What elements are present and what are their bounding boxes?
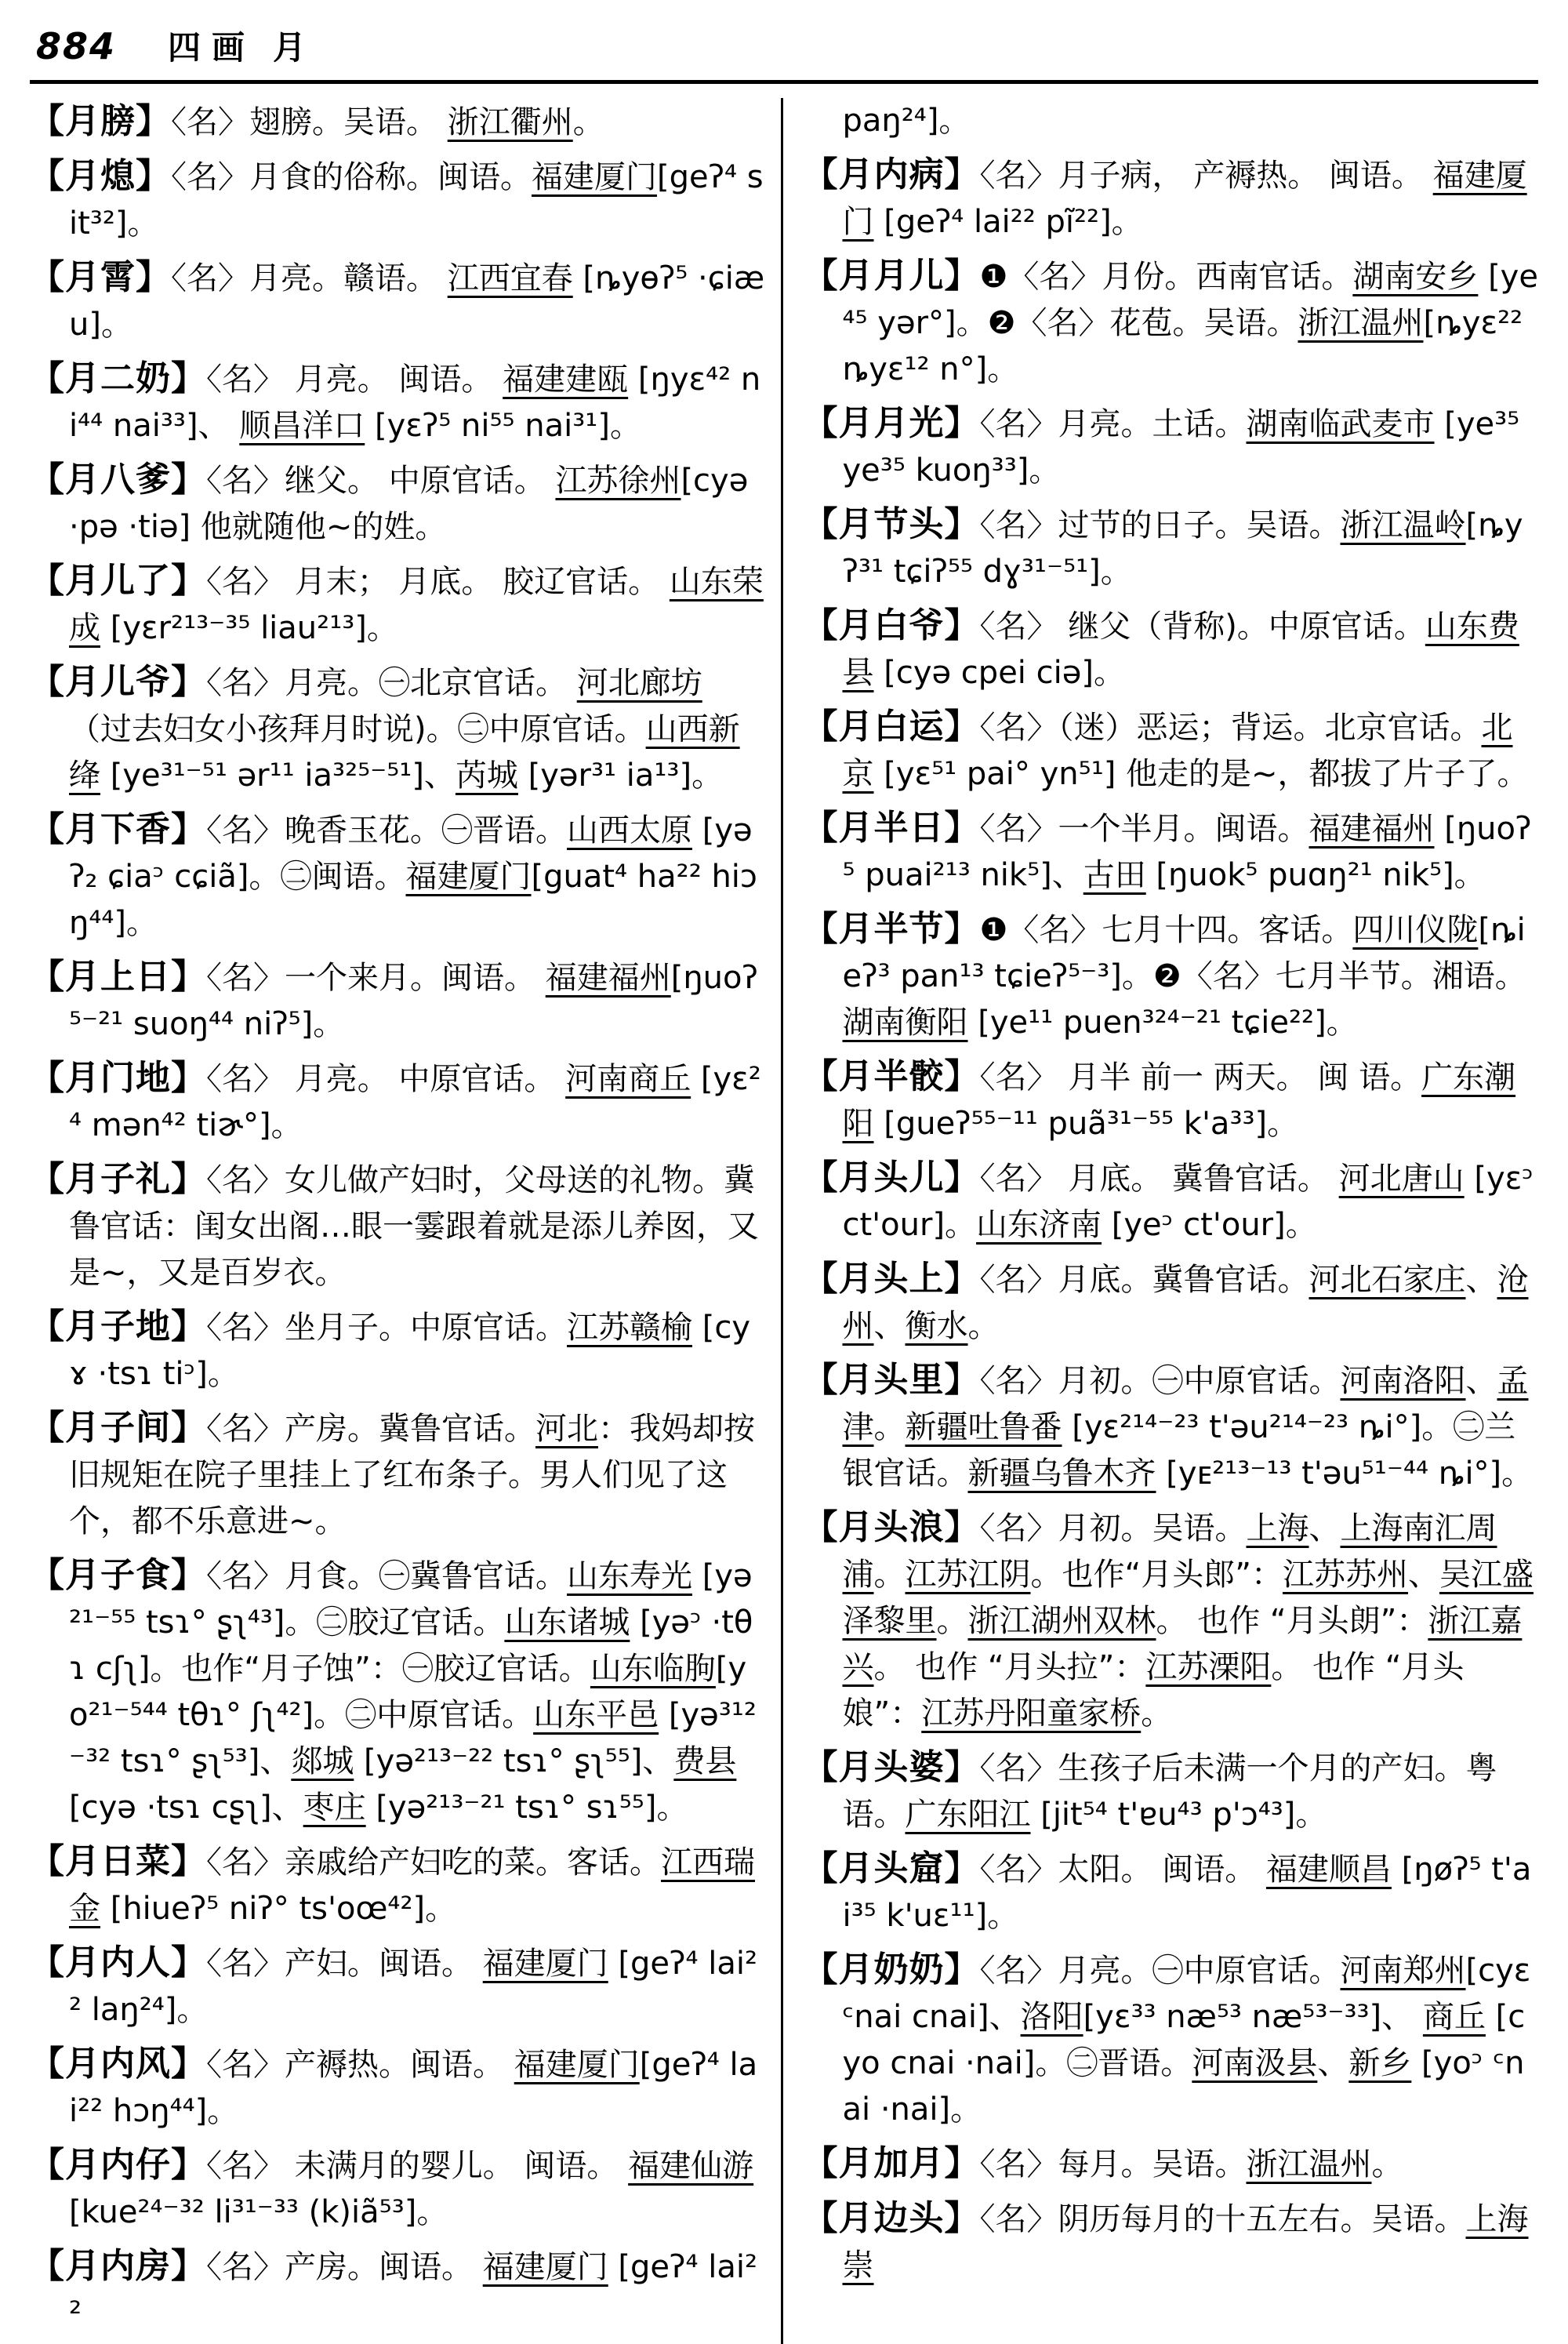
place-name: 山西新绛 xyxy=(69,711,740,794)
dictionary-entry xyxy=(804,151,1539,245)
place-name: 河北廊坊 xyxy=(576,665,702,701)
entry-text: [kue²⁴⁻³² li³¹⁻³³ (k)iã⁵³]。 xyxy=(69,2194,448,2230)
place-name: 福建建瓯 xyxy=(503,362,629,398)
dictionary-entry xyxy=(30,1405,765,1545)
dictionary-entry xyxy=(804,1845,1539,1939)
dictionary-entry xyxy=(804,602,1539,696)
entry-text: [yo²¹⁻⁵⁴⁴ tθɿ° ʃʅ⁴²]。㊁中原官话。 xyxy=(69,1651,747,1733)
place-name: 浙江衢州 xyxy=(447,104,573,140)
place-name: 沧州 xyxy=(842,1262,1529,1344)
place-name: 福建福州 xyxy=(545,960,671,996)
place-name: 新疆吐鲁番 xyxy=(905,1409,1062,1445)
stroke-section-label: 四画 xyxy=(168,28,256,67)
entry-headword: 【月边头】 xyxy=(803,2198,980,2238)
place-name: 浙江温岭 xyxy=(1340,507,1466,543)
entry-text: [ye³⁵ ye³⁵ kuoŋ³³]。 xyxy=(842,406,1520,489)
place-name: 福建厦门 xyxy=(532,159,657,195)
place-name: 四川仪陇 xyxy=(1352,912,1479,948)
entry-text: 〈名〉过节的日子。吴语。 xyxy=(979,507,1341,543)
entry-headword: 【月奶奶】 xyxy=(803,1950,980,1990)
entry-text: [yɛ³³ næ⁵³ næ⁵³⁻³³]、 xyxy=(1083,1999,1423,2035)
entry-text: 〈名〉 月亮。 中原官话。 xyxy=(206,1061,566,1097)
entry-text: [ye¹¹ puen³²⁴⁻²¹ tɕie²²]。 xyxy=(967,1005,1358,1041)
entry-text: [cyə ·tsɿ cʂʅ]、 xyxy=(69,1790,303,1826)
radical-label: 月 xyxy=(273,28,307,67)
entry-text: 〈名〉月亮。赣语。 xyxy=(171,260,448,296)
entry-text: 〈名〉月亮。㊀北京官话。 xyxy=(206,665,577,701)
entry-text: [cyo cnai ·nai]。㊁晋语。 xyxy=(842,1999,1526,2081)
entry-headword: 【月门地】 xyxy=(30,1058,206,1098)
entry-continuation xyxy=(804,98,1539,144)
place-name: 洛阳 xyxy=(1020,1999,1083,2035)
dictionary-entry xyxy=(30,456,765,551)
place-name: 古田 xyxy=(1083,857,1146,893)
place-name: 河北 xyxy=(535,1411,598,1447)
place-name: 江苏丹阳童家桥 xyxy=(921,1695,1142,1732)
dictionary-entry xyxy=(30,806,765,947)
place-name: 广东潮阳 xyxy=(842,1059,1516,1142)
page-header xyxy=(30,14,1538,69)
dictionary-entry xyxy=(30,2243,765,2337)
entry-text: [jit⁵⁴ t'ɐu⁴³ p'ɔ⁴³]。 xyxy=(1030,1797,1327,1833)
left-column xyxy=(30,98,781,2344)
entry-text: [yəᵓ ·tθɿ cʃʅ]。也作“月子蚀”：㊀胶辽官话。 xyxy=(69,1604,753,1687)
entry-text: [yeᵓ ct'our]。 xyxy=(1102,1207,1317,1243)
entry-headword: 【月半日】 xyxy=(803,808,980,848)
place-name: 福建厦门 xyxy=(405,859,532,895)
entry-text: [ŋyɛ⁴² ni⁴⁴ nai³³]、 xyxy=(69,362,761,444)
dictionary-entry xyxy=(30,254,765,348)
entry-text: [ye⁴⁵ yər°]。❷〈名〉花苞。吴语。 xyxy=(842,259,1538,341)
place-name: 江苏江阴 xyxy=(905,1557,1031,1593)
entry-text: [yoᵓ ᶜnai ·nai]。 xyxy=(842,2045,1525,2128)
dictionary-entry xyxy=(30,2142,765,2236)
entry-text: [geʔ⁴ sit³²]。 xyxy=(69,159,764,242)
entry-text: 〈名〉 未满月的婴儿。 闽语。 xyxy=(206,2148,629,2184)
two-column-layout xyxy=(30,98,1538,2344)
entry-headword: 【月加月】 xyxy=(803,2143,980,2183)
entry-text: 。 xyxy=(967,1308,1000,1344)
dictionary-entry xyxy=(30,1303,765,1397)
entry-text: [cyɤ ·tsɿ tiᵓ]。 xyxy=(69,1310,750,1392)
entry-headword: 【月子礼】 xyxy=(30,1159,206,1199)
entry-headword: 【月日菜】 xyxy=(30,1841,206,1881)
entry-text: 〈名〉（迷）恶运；背运。北京官话。 xyxy=(979,710,1482,746)
entry-text: 、 xyxy=(1465,1262,1497,1298)
entry-text: 〈名〉 月末； 月底。 胶辽官话。 xyxy=(206,564,670,600)
entry-text: 〈名〉 月底。 冀鲁官话。 xyxy=(979,1161,1339,1197)
place-name: 商丘 xyxy=(1422,1999,1486,2035)
entry-text: 。 也作 “月头朗”： xyxy=(1156,1603,1428,1639)
entry-text: 〈名〉月初。吴语。 xyxy=(979,1510,1247,1546)
place-name: 福建厦门 xyxy=(482,1946,608,1982)
entry-headword: 【月白运】 xyxy=(803,707,980,747)
entry-headword: 【月内房】 xyxy=(30,2246,206,2286)
entry-text: 〈名〉继父。 中原官话。 xyxy=(206,463,556,499)
place-name: 湖南衡阳 xyxy=(842,1005,968,1041)
dictionary-entry xyxy=(30,659,765,799)
entry-text: 、 xyxy=(1465,1363,1497,1399)
entry-text: 〈名〉产褥热。闽语。 xyxy=(206,2047,514,2083)
place-name: 郯城 xyxy=(291,1743,354,1779)
entry-text: [gueʔ⁵⁵⁻¹¹ puã³¹⁻⁵⁵ k'a³³]。 xyxy=(873,1106,1299,1142)
entry-text: [ȵieʔ³ pan¹³ tɕieʔ⁵⁻³]。❷〈名〉七月半节。湘语。 xyxy=(842,912,1526,994)
entry-text: 、 xyxy=(873,1308,906,1344)
dictionary-entry xyxy=(30,1939,765,2033)
place-name: 江苏徐州 xyxy=(555,463,681,499)
entry-text: [ŋuoʔ⁵⁻²¹ suoŋ⁴⁴ niʔ⁵]。 xyxy=(69,960,758,1042)
entry-headword: 【月儿爷】 xyxy=(30,662,206,702)
dictionary-entry xyxy=(30,558,765,652)
entry-headword: 【月儿了】 xyxy=(30,561,206,601)
dictionary-entry xyxy=(30,1838,765,1932)
dictionary-entry xyxy=(30,1552,765,1831)
entry-text: 〈名〉女儿做产妇时，父母送的礼物。冀鲁官话：闺女出阁…眼一霎跟着就是添儿养囡，又是~，又是百岁衣。 xyxy=(69,1162,759,1291)
place-name: 山东费县 xyxy=(842,609,1519,691)
entry-text: 〈名〉太阳。 闽语。 xyxy=(979,1852,1266,1888)
dictionary-entry xyxy=(30,1156,765,1296)
entry-text: 〈名〉一个来月。闽语。 xyxy=(206,960,546,996)
header-rule xyxy=(30,80,1538,84)
entry-text: [guat⁴ ha²² hiɔŋ⁴⁴]。 xyxy=(69,859,757,941)
entry-text: 。 xyxy=(1371,2146,1403,2182)
entry-text: [geʔ⁴ lai²² xyxy=(69,2249,757,2331)
entry-text: 〈名〉产房。冀鲁官话。 xyxy=(206,1411,535,1447)
entry-text: 〈名〉亲戚给产妇吃的菜。客话。 xyxy=(206,1844,661,1881)
place-name: 浙江温州 xyxy=(1246,2146,1372,2182)
entry-headword: 【月半节】 xyxy=(803,909,980,949)
entry-text: [ȵyʔ³¹ tɕiʔ⁵⁵ dɣ³¹⁻⁵¹]。 xyxy=(842,507,1523,590)
place-name: 江苏苏州 xyxy=(1282,1557,1408,1593)
entry-text: 。 xyxy=(572,104,604,140)
place-name: 福建顺昌 xyxy=(1265,1852,1392,1888)
dictionary-entry xyxy=(804,2195,1539,2289)
dictionary-entry xyxy=(804,253,1539,393)
entry-headword: 【月头婆】 xyxy=(803,1747,980,1787)
place-name: 上海崇 xyxy=(842,2201,1529,2284)
entry-headword: 【月膀】 xyxy=(30,101,171,141)
place-name: 上海南汇周浦 xyxy=(842,1510,1497,1593)
entry-headword: 【月头窟】 xyxy=(803,1848,980,1888)
dictionary-entry xyxy=(30,98,765,146)
entry-headword: 【月头里】 xyxy=(803,1360,980,1400)
entry-headword: 【月内人】 xyxy=(30,1942,206,1982)
entry-headword: 【月半骹】 xyxy=(803,1056,980,1096)
place-name: 吴江盛泽黎里 xyxy=(842,1557,1534,1639)
entry-text: 。 xyxy=(936,1603,968,1639)
entry-headword: 【月子食】 xyxy=(30,1555,206,1595)
entry-text: [cyə cpei ciə]。 xyxy=(873,655,1125,691)
dictionary-entry xyxy=(804,400,1539,494)
entry-text: 〈名〉月底。冀鲁官话。 xyxy=(979,1262,1309,1298)
entry-text: 〈名〉 月半 前一 两天。 闽 语。 xyxy=(979,1059,1422,1096)
dictionary-entry xyxy=(804,805,1539,899)
entry-text: [yəʔ₂ ɕiaᵓ cɕiã]。㊁闽语。 xyxy=(69,812,753,895)
entry-text: [yɛʔ⁵ ni⁵⁵ nai³¹]。 xyxy=(365,408,641,444)
dictionary-entry xyxy=(804,703,1539,798)
entry-text: 〈名〉生孩子后未满一个月的产妇。粤语。 xyxy=(842,1750,1497,1833)
dictionary-entry xyxy=(30,2041,765,2135)
entry-text: 〈名〉 继父（背称)。中原官话。 xyxy=(979,609,1425,645)
entry-text: [yɛr²¹³⁻³⁵ liau²¹³]。 xyxy=(100,610,398,646)
place-name: 福建厦门 xyxy=(842,158,1527,240)
entry-headword: 【月月儿】 xyxy=(803,256,980,296)
place-name: 山东寿光 xyxy=(567,1558,692,1594)
dictionary-entry xyxy=(804,1504,1539,1737)
place-name: 河南商丘 xyxy=(565,1061,691,1097)
entry-headword: 【月熄】 xyxy=(30,156,171,196)
entry-headword: 【月白爷】 xyxy=(803,605,980,645)
place-name: 江西瑞金 xyxy=(69,1844,755,1927)
entry-text: 。 也作 “月头娘”： xyxy=(842,1649,1465,1732)
place-name: 新乡 xyxy=(1348,2045,1412,2081)
dictionary-entry xyxy=(804,1946,1539,2133)
entry-text: [geʔ⁴ lai²² hɔŋ⁴⁴]。 xyxy=(69,2047,758,2129)
entry-headword: 【月二奶】 xyxy=(30,358,206,398)
place-name: 新疆乌鲁木齐 xyxy=(967,1455,1156,1492)
place-name: 山东荣成 xyxy=(69,564,764,646)
entry-text: [yə²¹⁻⁵⁵ tsɿ° ʂʅ⁴³]。㊁胶辽官话。 xyxy=(69,1558,753,1641)
entry-text: 〈名〉每月。吴语。 xyxy=(979,2146,1247,2182)
place-name: 芮城 xyxy=(455,758,518,794)
dictionary-entry xyxy=(804,2140,1539,2188)
entry-headword: 【月月光】 xyxy=(803,403,980,443)
entry-text: [geʔ⁴ lai²² pĩ²²]。 xyxy=(873,204,1143,240)
place-name: 山东临朐 xyxy=(590,1651,716,1687)
dictionary-entry xyxy=(30,954,765,1048)
place-name: 福建厦门 xyxy=(482,2249,608,2285)
place-name: 广东阳江 xyxy=(905,1797,1031,1833)
entry-text: [geʔ⁴ lai²² laŋ²⁴]。 xyxy=(69,1946,757,2028)
entry-text: 〈名〉月亮。㊀中原官话。 xyxy=(979,1953,1341,1989)
place-name: 山东济南 xyxy=(976,1207,1102,1243)
entry-text: ：我妈却按旧规矩在院子里挂上了红布条子。男人们见了这个，都不乐意进~。 xyxy=(69,1411,755,1539)
place-name: 浙江嘉兴 xyxy=(842,1603,1523,1685)
place-name: 江西宜春 xyxy=(447,260,573,296)
place-name: 浙江温州 xyxy=(1298,305,1424,341)
entry-headword: 【月内仔】 xyxy=(30,2145,206,2185)
dictionary-entry xyxy=(30,153,765,247)
entry-text: 、 xyxy=(1407,1557,1439,1593)
entry-text: 〈名〉产妇。闽语。 xyxy=(206,1946,483,1982)
entry-text: [yə²¹³⁻²² tsɿ° ʂʅ⁵⁵]、 xyxy=(354,1743,674,1779)
dictionary-entry xyxy=(804,1053,1539,1147)
entry-text: 〈名〉月亮。土话。 xyxy=(979,406,1247,442)
entry-text: 。 xyxy=(1141,1695,1173,1732)
entry-text: 〈名〉月初。㊀中原官话。 xyxy=(979,1363,1341,1399)
place-name: 山东平邑 xyxy=(533,1697,659,1733)
entry-text: [cyə ·pə ·tiə] 他就随他~的姓。 xyxy=(69,463,749,545)
place-name: 河北石家庄 xyxy=(1308,1262,1466,1298)
place-name: 福建厦门 xyxy=(514,2047,640,2083)
entry-text: 〈名〉 月亮。 闽语。 xyxy=(206,362,503,398)
entry-text: [ȵyɵʔ⁵ ·ɕiæu]。 xyxy=(69,260,765,343)
place-name: 山东诸城 xyxy=(504,1604,630,1641)
place-name: 福建福州 xyxy=(1308,811,1435,847)
place-name: 北京 xyxy=(842,710,1513,792)
place-name: 顺昌洋口 xyxy=(239,408,365,444)
entry-text: paŋ²⁴]。 xyxy=(842,103,971,139)
entry-headword: 【月内风】 xyxy=(30,2044,206,2084)
dictionary-entry xyxy=(30,355,765,449)
entry-text: [ŋøʔ⁵ t'ai³⁵ k'uɛ¹¹]。 xyxy=(842,1852,1532,1934)
place-name: 河南郑州 xyxy=(1340,1953,1466,1989)
entry-text: [yɛ²⁴ mən⁴² tiɚ°]。 xyxy=(69,1061,761,1143)
entry-text: [yɛ⁵¹ pai° yn⁵¹] 他走的是~，都拔了片子了。 xyxy=(873,756,1529,792)
dictionary-entry xyxy=(804,1744,1539,1838)
right-column xyxy=(783,98,1539,2344)
entry-text: [cyɛ ᶜnai cnai]、 xyxy=(842,1953,1531,2035)
entry-headword: 【月内病】 xyxy=(803,154,980,194)
entry-text: [yər³¹ ia¹³]。 xyxy=(517,758,724,794)
entry-text: 〈名〉一个半月。闽语。 xyxy=(979,811,1309,847)
entry-text: 〈名〉阴历每月的十五左右。吴语。 xyxy=(979,2201,1466,2237)
place-name: 上海 xyxy=(1246,1510,1309,1546)
entry-headword: 【月上日】 xyxy=(30,957,206,997)
page-number: 884 xyxy=(36,25,117,67)
entry-text: [ye³¹⁻⁵¹ ər¹¹ ia³²⁵⁻⁵¹]、 xyxy=(100,758,456,794)
entry-text: 〈名〉翅膀。吴语。 xyxy=(171,104,448,140)
entry-text: [yə²¹³⁻²¹ tsɿ° sɿ⁵⁵]。 xyxy=(365,1790,688,1826)
entry-text: 〈名〉月食。㊀冀鲁官话。 xyxy=(206,1558,567,1594)
place-name: 河北唐山 xyxy=(1338,1161,1465,1197)
place-name: 江苏赣榆 xyxy=(567,1310,692,1346)
entry-headword: 【月霄】 xyxy=(30,257,171,297)
entry-text: 〈名〉产房。闽语。 xyxy=(206,2249,483,2285)
dictionary-entry xyxy=(30,1055,765,1149)
entry-text: 〈名〉晚香玉花。㊀晋语。 xyxy=(206,812,567,849)
entry-text: [ȵyɛ²² ȵyɛ¹² n°]。 xyxy=(842,305,1523,387)
entry-text: [yᴇ²¹³⁻¹³ t'əu⁵¹⁻⁴⁴ ȵi°]。 xyxy=(1156,1455,1534,1492)
place-name: 湖南安乡 xyxy=(1352,259,1479,295)
entry-text: [ŋuok⁵ puɑŋ²¹ nik⁵]。 xyxy=(1145,857,1486,893)
entry-text: 。也作“月头郎”： xyxy=(1030,1557,1283,1593)
entry-headword: 【月下香】 xyxy=(30,809,206,849)
entry-text: [yɛ²¹⁴⁻²³ t'əu²¹⁴⁻²³ ȵi°]。㊁兰银官话。 xyxy=(842,1409,1516,1492)
entry-text: 、 xyxy=(1308,1510,1341,1546)
dictionary-entry xyxy=(804,1256,1539,1350)
entry-text: [yɛᵓ ct'our]。 xyxy=(842,1161,1534,1243)
entry-headword: 【月子地】 xyxy=(30,1306,206,1346)
dictionary-entry xyxy=(804,906,1539,1046)
place-name: 浙江湖州双林 xyxy=(967,1603,1156,1639)
dictionary-entry xyxy=(804,1357,1539,1497)
entry-headword: 【月头浪】 xyxy=(803,1507,980,1547)
place-name: 福建仙游 xyxy=(628,2148,754,2184)
entry-headword: 【月子间】 xyxy=(30,1408,206,1448)
dictionary-entry xyxy=(804,1154,1539,1248)
entry-text: 。 xyxy=(873,1409,906,1445)
place-name: 江苏溧阳 xyxy=(1145,1649,1272,1685)
entry-text: 〈名〉坐月子。中原官话。 xyxy=(206,1310,567,1346)
place-name: 费县 xyxy=(673,1743,737,1779)
entry-text: 〈名〉月子病， 产褥热。 闽语。 xyxy=(979,158,1433,194)
entry-text: 。 xyxy=(873,1557,906,1593)
entry-text: 〈名〉月食的俗称。闽语。 xyxy=(171,159,532,195)
entry-headword: 【月头上】 xyxy=(803,1259,980,1299)
entry-text: ❶〈名〉月份。西南官话。 xyxy=(979,259,1353,295)
entry-text: （过去妇女小孩拜月时说)。㊁中原官话。 xyxy=(69,711,646,747)
place-name: 山西太原 xyxy=(567,812,692,849)
entry-text: [ŋuoʔ⁵ puai²¹³ nik⁵]、 xyxy=(842,811,1532,893)
entry-text: [yə³¹²⁻³² tsɿ° ʂʅ⁵³]、 xyxy=(69,1697,757,1779)
entry-headword: 【月节头】 xyxy=(803,504,980,544)
place-name: 枣庄 xyxy=(303,1790,366,1826)
place-name: 河南汲县 xyxy=(1192,2045,1318,2081)
place-name: 河南洛阳 xyxy=(1340,1363,1466,1399)
entry-text: 、 xyxy=(1317,2045,1349,2081)
entry-headword: 【月八爹】 xyxy=(30,460,206,500)
place-name: 衡水 xyxy=(905,1308,968,1344)
place-name: 湖南临武麦市 xyxy=(1246,406,1435,442)
entry-headword: 【月头儿】 xyxy=(803,1157,980,1197)
dictionary-entry xyxy=(804,501,1539,595)
entry-text: [hiueʔ⁵ niʔ° ts'oœ⁴²]。 xyxy=(100,1891,457,1927)
entry-text: ❶〈名〉七月十四。客话。 xyxy=(979,912,1353,948)
entry-text: 。 也作 “月头拉”： xyxy=(873,1649,1146,1685)
place-name: 孟津 xyxy=(842,1363,1529,1445)
